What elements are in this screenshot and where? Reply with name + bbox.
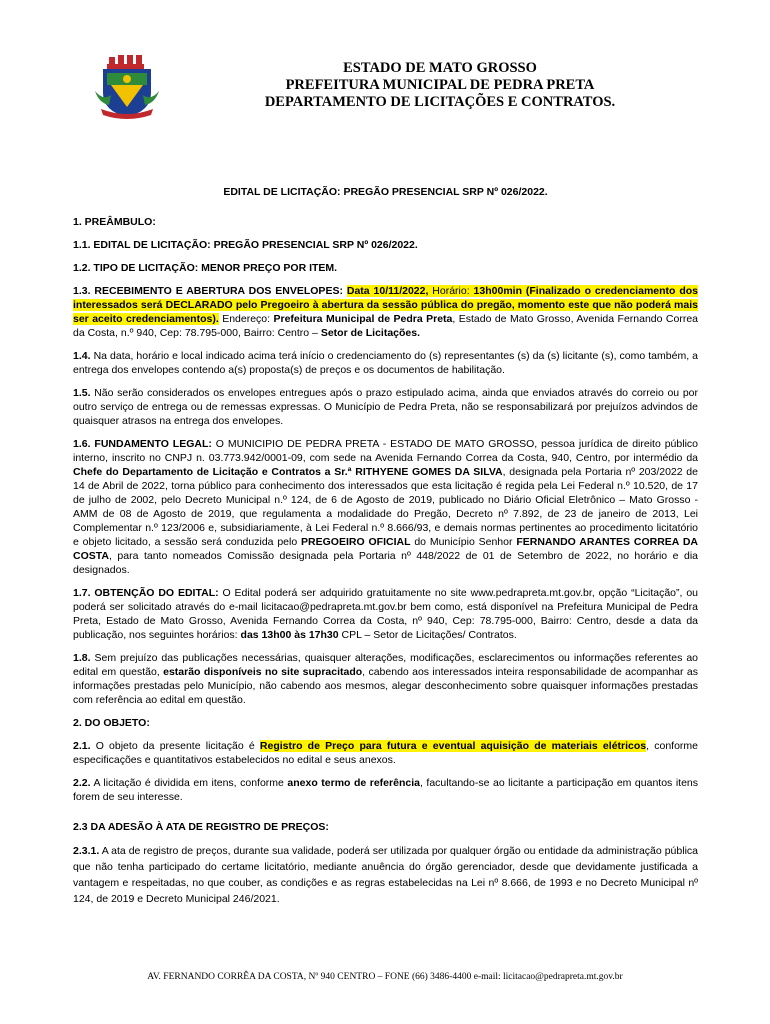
section-1-4-number: 1.4. bbox=[73, 350, 91, 362]
section-2-heading: 2. DO OBJETO: bbox=[73, 717, 150, 729]
section-2-3-heading: 2.3 DA ADESÃO À ATA DE REGISTRO DE PREÇOS: bbox=[73, 821, 329, 833]
section-1-3-label: 1.3. RECEBIMENTO E ABERTURA DOS ENVELOPES: bbox=[73, 285, 343, 297]
address-label: Endereço: bbox=[218, 313, 274, 325]
section-2-1-number: 2.1. bbox=[73, 740, 91, 752]
object-description: Registro de Preço para futura e eventual aquisição de materiais elétricos bbox=[259, 740, 647, 752]
opening-time-label: Horário: bbox=[428, 285, 474, 297]
section-2-1-text-2: , conforme especificações e quantitativos estabelecidos no edital e seus anexos. bbox=[73, 740, 698, 766]
section-2-2-number: 2.2. bbox=[73, 777, 91, 789]
document-title: EDITAL DE LICITAÇÃO: PREGÃO PRESENCIAL SRP Nº 026/2022. bbox=[223, 186, 548, 198]
section-1-6-text-3: do Município Senhor bbox=[410, 536, 517, 548]
section-1-8-text-2: , cabendo aos interessados inteira responsabilidade de acompanhar as informações prestadas pelo Município, não cabendo aos mesmos, alegar desconhecimento sobre quaisquer informações prestadas com referência ao edital em questão. bbox=[73, 666, 698, 706]
section-1-7-text-1: O Edital poderá ser adquirido gratuitamente no site www.pedrapreta.mt.gov.br, opção “Licitação”, ou poderá ser solicitado através do e-mail licitacao@pedrapreta.mt.gov.br bem como, está disponível na Prefeitura Municipal de Pedra Preta, Estado de Mato Grosso, Avenida Fernando Correa da Costa, nº 940, Cep: 78.795-000, Bairro: Centro, desde a data da publicação, nos seguintes horários: bbox=[73, 587, 698, 641]
department-head: Chefe do Departamento de Licitação e Contratos a Sr.ª RITHYENE GOMES DA SILVA bbox=[73, 466, 503, 478]
section-2-2-text-1: A licitação é dividida em itens, conforme bbox=[90, 777, 288, 789]
section-1-7-label: 1.7. OBTENÇÃO DO EDITAL: bbox=[73, 587, 219, 599]
section-1-5-text: Não serão considerados os envelopes entregues após o prazo estipulado acima, ainda que enviados através do correio ou por outro serviço de entrega ou de remessas expressas. O Município de Pedra Preta, não se responsabilizará por prejuízos advindos de quaisquer atrasos na entrega dos envelopes. bbox=[73, 387, 698, 427]
section-1-6 bbox=[73, 437, 698, 577]
section-2-2 bbox=[73, 776, 698, 804]
section-1-8 bbox=[73, 651, 698, 707]
address-sector: Setor de Licitações. bbox=[320, 327, 421, 339]
page-footer: AV. FERNANDO CORRÊA DA COSTA, Nº 940 CENTRO – FONE (66) 3486-4400 e-mail: licitacao@pedrapreta.mt.gov.br bbox=[147, 972, 623, 982]
header-state: ESTADO DE MATO GROSSO bbox=[343, 60, 537, 76]
section-1-8-number: 1.8. bbox=[73, 652, 91, 664]
section-1-7 bbox=[73, 586, 698, 642]
address-prefecture: Prefeitura Municipal de Pedra Preta bbox=[273, 313, 453, 325]
section-1-5 bbox=[73, 386, 698, 428]
document-body bbox=[73, 185, 698, 916]
section-2-3-1-text: A ata de registro de preços, durante sua validade, poderá ser utilizada por qualquer órgão ou entidade da administração pública que não tenha participado do certame licitatório, mediante anuência do órgão gerenciador, desde que devidamente justificada a vantagem e respeitadas, no que couber, as condições e as regras estabelecidas na Lei nº 8.666, de 1993 e no Decreto Municipal nº 124, de 2019 e Decreto Municipal 246/2021. bbox=[73, 845, 698, 905]
reference-annex: anexo termo de referência bbox=[287, 777, 420, 789]
site-availability: estarão disponíveis no site supracitado bbox=[163, 666, 363, 678]
section-1-6-label: 1.6. FUNDAMENTO LEGAL: bbox=[73, 438, 212, 450]
address-detail: , Estado de Mato Grosso, Avenida Fernando Correa da Costa, n.º 940, Cep: 78.795-000, Bairro: Centro – bbox=[73, 313, 699, 339]
section-1-7-text-2: CPL – Setor de Licitações/ Contratos. bbox=[338, 629, 517, 641]
section-2-3-1 bbox=[73, 843, 698, 907]
section-1-6-text-1: O MUNICIPIO DE PEDRA PRETA - ESTADO DE MATO GROSSO, pessoa jurídica de direito público interno, inscrito no CNPJ n. 03.773.942/0001-09, com sede na Avenida Fernando Correa da Costa, 940, Centro, por intermédio da bbox=[73, 438, 698, 464]
section-1-2: 1.2. TIPO DE LICITAÇÃO: MENOR PREÇO POR ITEM. bbox=[73, 262, 338, 274]
section-1-4-text: Na data, horário e local indicado acima terá início o credenciamento do (s) representantes (s) da (s) licitante (s), como também, a entrega dos envelopes contendo a(s) proposta(s) de preços e os documentos de habilitação. bbox=[73, 350, 698, 376]
section-1-4 bbox=[73, 349, 698, 377]
section-1-3 bbox=[73, 284, 698, 340]
municipal-crest-logo bbox=[95, 55, 160, 120]
section-1-1: 1.1. EDITAL DE LICITAÇÃO: PREGÃO PRESENCIAL SRP Nº 026/2022. bbox=[73, 239, 418, 251]
letterhead bbox=[200, 60, 680, 111]
opening-time: 13h00min (Finalizado o credenciamento dos interessados será DECLARADO pelo Pregoeiro à abertura da sessão pública do pregão, momento este que não poderá mais ser aceito credenciamentos). bbox=[73, 285, 698, 325]
section-1-heading: 1. PREÂMBULO: bbox=[73, 216, 156, 228]
section-1-8-text-1: Sem prejuízo das publicações necessárias, quaisquer alterações, modificações, esclarecimentos ou informações referentes ao edital em questão, bbox=[73, 652, 698, 678]
section-2-1 bbox=[73, 739, 698, 767]
auctioneer-name: FERNANDO ARANTES CORREA DA COSTA bbox=[73, 536, 698, 562]
official-auctioneer: PREGOEIRO OFICIAL bbox=[301, 536, 411, 548]
opening-date: Data 10/11/2022, bbox=[346, 285, 429, 297]
section-2-1-text-1: O objeto da presente licitação é bbox=[90, 740, 260, 752]
section-2-2-text-2: , facultando-se ao licitante a participação em quantos itens forem de seu interesse. bbox=[73, 777, 699, 803]
section-2-3-1-number: 2.3.1. bbox=[73, 845, 100, 857]
section-1-6-text-4: , para tanto nomeados Comissão designada pela Portaria nº 448/2022 de 01 de Setembro de 2022, no horário e dia designados. bbox=[73, 550, 698, 576]
office-hours: das 13h00 às 17h30 bbox=[240, 629, 339, 641]
section-1-6-text-2: , designada pela Portaria nº 203/2022 de 14 de Abril de 2022, torna público para conhecimento dos interessados que esta licitação é regida pela Lei Federal n.º 10.520, de 17 de julho de 2002, pelo Decreto Municipal n.º 124, de 6 de Agosto de 2019, publicado no Diário Oficial Eletrônico – Mato Grosso - AMM de 08 de Agosto de 2019, que regulamenta a modalidade do Pregão, Decreto nº 7.892, de 23 de janeiro de 2013, Lei Complementar n.º 123/2006 e, subsidiariamente, à Lei Federal n.º 8.666/93, e demais normas pertinentes ao procedimento licitatório e objeto licitado, a sessão será conduzida pelo bbox=[73, 466, 698, 548]
header-department: DEPARTAMENTO DE LICITAÇÕES E CONTRATOS. bbox=[264, 94, 616, 110]
header-prefecture: PREFEITURA MUNICIPAL DE PEDRA PRETA bbox=[285, 77, 595, 93]
section-1-5-number: 1.5. bbox=[73, 387, 91, 399]
